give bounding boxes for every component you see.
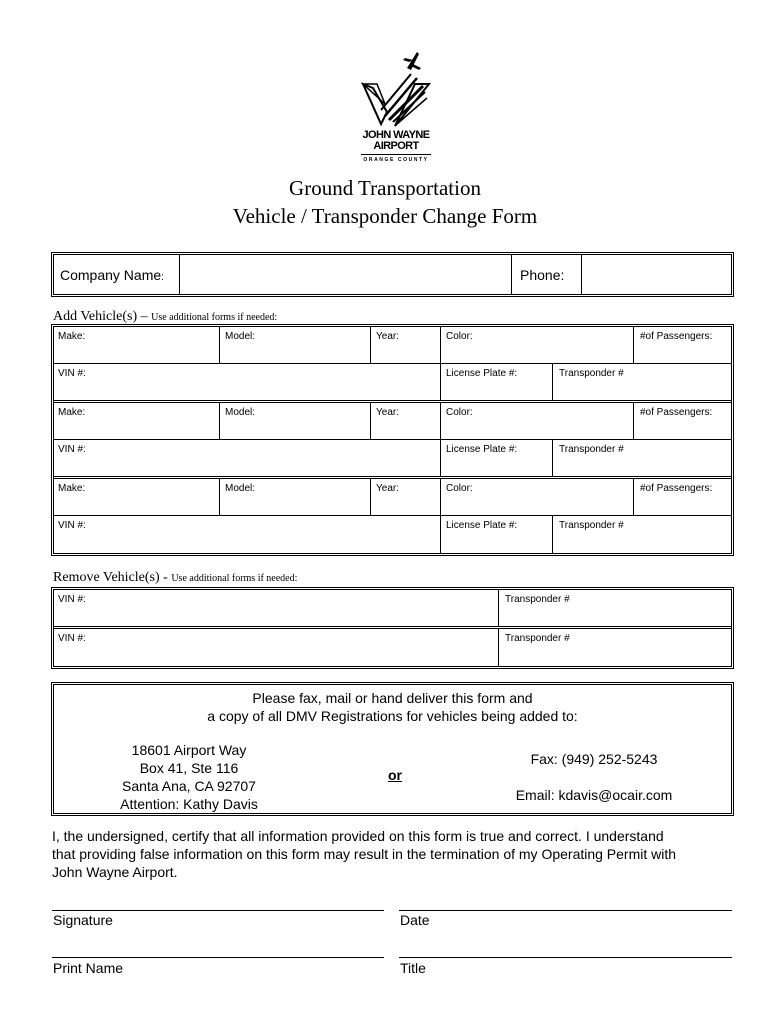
make-field[interactable] <box>54 327 220 363</box>
remove-vehicles-note: Use additional forms if needed: <box>171 573 298 584</box>
signature-label: Signature <box>53 912 113 928</box>
vehicle-row-bottom <box>54 440 731 476</box>
remove-vehicle-row-1 <box>54 590 731 629</box>
certification-line2: that providing false information on this form may result in the termination of my Operating Permit with <box>52 846 677 862</box>
passengers-label: #of Passengers: <box>640 407 713 418</box>
license-plate-label: License Plate #: <box>446 368 518 379</box>
remove-vehicles-table <box>51 587 734 669</box>
form-title-line2: Vehicle / Transponder Change Form <box>232 204 538 228</box>
passengers-label: #of Passengers: <box>640 331 713 342</box>
color-field[interactable] <box>441 327 634 363</box>
add-vehicles-table <box>51 324 734 556</box>
color-field[interactable] <box>441 403 634 439</box>
phone-label: Phone: <box>520 267 565 283</box>
instructions-line2: a copy of all DMV Registrations for vehicles being added to: <box>207 708 578 724</box>
signature-line[interactable] <box>52 910 384 911</box>
certification-line3: John Wayne Airport. <box>52 864 178 880</box>
vehicle-row-top <box>54 403 731 440</box>
color-label: Color: <box>446 331 473 342</box>
vehicle-row-bottom <box>54 364 731 400</box>
transponder-label: Transponder # <box>559 368 624 379</box>
add-vehicles-note: Use additional forms if needed: <box>151 312 278 323</box>
remove-vin-label: VIN #: <box>58 594 86 605</box>
model-field[interactable] <box>220 403 371 439</box>
add-vehicle-block-1 <box>54 327 731 403</box>
address-line: 18601 Airport Way <box>131 742 247 758</box>
certification-statement <box>52 827 752 881</box>
add-vehicle-block-3 <box>54 479 731 553</box>
make-field[interactable] <box>54 479 220 515</box>
vin-field[interactable] <box>54 516 441 553</box>
company-label-cell <box>54 255 180 294</box>
remove-vin-field[interactable] <box>54 590 499 626</box>
remove-vin-label: VIN #: <box>58 633 86 644</box>
date-label: Date <box>400 912 430 928</box>
remove-transponder-label: Transponder # <box>505 633 570 644</box>
transponder-label: Transponder # <box>559 444 624 455</box>
logo-text-orange-county: ORANGE COUNTY <box>363 157 429 163</box>
model-label: Model: <box>225 483 256 494</box>
add-vehicles-heading: Add Vehicle(s) – Use additional forms if needed: <box>53 309 278 324</box>
model-field[interactable] <box>220 327 371 363</box>
transponder-label: Transponder # <box>559 520 624 531</box>
passengers-label: #of Passengers: <box>640 483 713 494</box>
company-name-label: Company Name: <box>60 267 164 283</box>
model-label: Model: <box>225 407 256 418</box>
license-plate-field[interactable] <box>441 440 553 476</box>
title-line[interactable] <box>399 957 732 958</box>
license-plate-field[interactable] <box>441 364 553 400</box>
logo-text-airport: AIRPORT <box>373 140 419 152</box>
remove-transponder-label: Transponder # <box>505 594 570 605</box>
license-plate-field[interactable] <box>441 516 553 553</box>
passengers-field[interactable] <box>634 403 731 439</box>
remove-vehicles-heading: Remove Vehicle(s) - Use additional forms if needed: <box>53 570 298 585</box>
vehicle-row-bottom <box>54 516 731 553</box>
make-label: Make: <box>58 331 86 342</box>
year-field[interactable] <box>371 479 441 515</box>
address-line: Box 41, Ste 116 <box>139 760 239 776</box>
model-field[interactable] <box>220 479 371 515</box>
vin-field[interactable] <box>54 364 441 400</box>
fax-number: Fax: (949) 252-5243 <box>530 751 658 767</box>
print-name-label: Print Name <box>53 960 124 976</box>
transponder-field[interactable] <box>553 364 731 400</box>
instructions-text <box>54 689 731 725</box>
color-label: Color: <box>446 483 473 494</box>
submission-instructions-box <box>51 682 734 816</box>
company-name-field[interactable] <box>180 255 512 294</box>
certification-line1: I, the undersigned, certify that all information provided on this form is true and correct. I understand <box>52 828 664 844</box>
passengers-field[interactable] <box>634 479 731 515</box>
instructions-line1: Please fax, mail or hand deliver this form and <box>252 690 533 706</box>
vin-field[interactable] <box>54 440 441 476</box>
vin-label: VIN #: <box>58 520 86 531</box>
color-field[interactable] <box>441 479 634 515</box>
address-line: Santa Ana, CA 92707 <box>122 778 256 794</box>
make-label: Make: <box>58 483 86 494</box>
vin-label: VIN #: <box>58 368 86 379</box>
logo-divider <box>361 154 431 155</box>
model-label: Model: <box>225 331 256 342</box>
transponder-field[interactable] <box>553 516 731 553</box>
make-field[interactable] <box>54 403 220 439</box>
airport-logo-mark-icon <box>355 46 437 130</box>
license-plate-label: License Plate #: <box>446 520 518 531</box>
title-label: Title <box>400 960 426 976</box>
remove-transponder-field[interactable] <box>499 590 731 626</box>
passengers-field[interactable] <box>634 327 731 363</box>
mailing-address <box>94 741 284 813</box>
phone-label-cell <box>512 255 582 294</box>
transponder-field[interactable] <box>553 440 731 476</box>
date-line[interactable] <box>399 910 732 911</box>
address-line: Attention: Kathy Davis <box>120 796 258 812</box>
make-label: Make: <box>58 407 86 418</box>
year-label: Year: <box>376 407 399 418</box>
year-label: Year: <box>376 483 399 494</box>
airport-logo <box>355 46 437 171</box>
phone-field[interactable] <box>582 255 731 294</box>
vehicle-row-top <box>54 327 731 364</box>
form-title-line1: Ground Transportation <box>289 176 481 200</box>
company-phone-box <box>51 252 734 297</box>
license-plate-label: License Plate #: <box>446 444 518 455</box>
remove-transponder-field[interactable] <box>499 629 731 666</box>
or-separator: or <box>388 767 402 783</box>
email-address: Email: kdavis@ocair.com <box>515 787 673 803</box>
year-field[interactable] <box>371 403 441 439</box>
vehicle-row-top <box>54 479 731 516</box>
remove-vehicle-row-2 <box>54 629 731 666</box>
vin-label: VIN #: <box>58 444 86 455</box>
year-label: Year: <box>376 331 399 342</box>
remove-vin-field[interactable] <box>54 629 499 666</box>
logo-text-john-wayne: JOHN WAYNE <box>362 129 430 141</box>
print-name-line[interactable] <box>52 957 384 958</box>
color-label: Color: <box>446 407 473 418</box>
add-vehicle-block-2 <box>54 403 731 479</box>
year-field[interactable] <box>371 327 441 363</box>
